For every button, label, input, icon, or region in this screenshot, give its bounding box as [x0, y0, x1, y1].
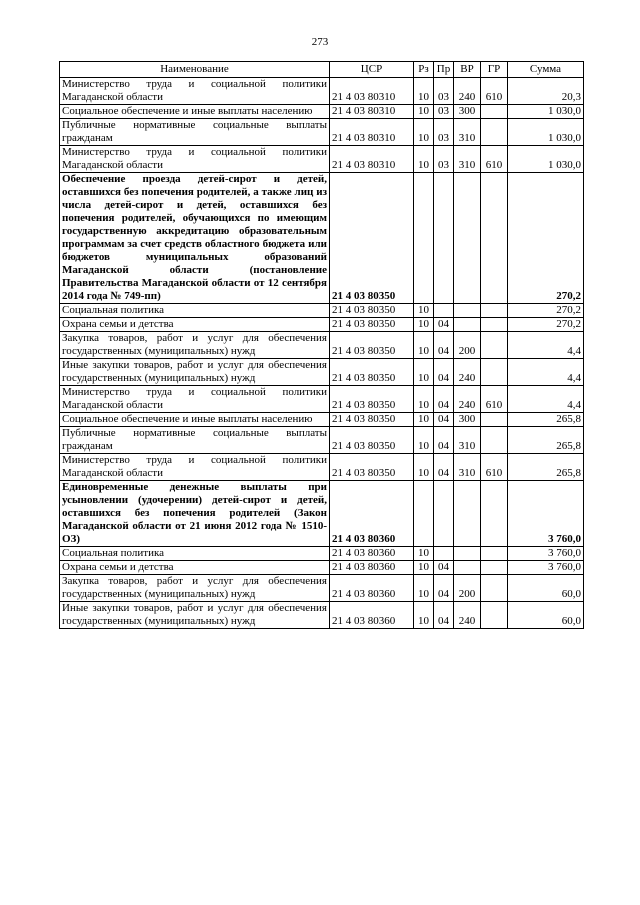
cell-gr: [481, 427, 508, 454]
cell-rz: [414, 481, 434, 547]
cell-gr: [481, 547, 508, 561]
cell-name: Социальная политика: [60, 304, 330, 318]
budget-table: [59, 61, 584, 629]
cell-gr: 610: [481, 78, 508, 105]
cell-pr: 04: [434, 332, 454, 359]
cell-name: Министерство труда и социальной политики Магаданской области: [60, 146, 330, 173]
cell-rz: 10: [414, 547, 434, 561]
cell-sum: 265,8: [508, 413, 584, 427]
cell-gr: [481, 413, 508, 427]
cell-pr: [434, 547, 454, 561]
cell-sum: 1 030,0: [508, 105, 584, 119]
cell-csr: 21 4 03 80350: [330, 332, 414, 359]
cell-pr: [434, 481, 454, 547]
cell-csr: 21 4 03 80310: [330, 119, 414, 146]
cell-vr: 310: [454, 427, 481, 454]
table-row: [60, 547, 584, 561]
table-row: [60, 304, 584, 318]
cell-pr: [434, 304, 454, 318]
table-row: [60, 481, 584, 547]
table-header-row: [60, 62, 584, 78]
cell-csr: 21 4 03 80350: [330, 454, 414, 481]
table-row: [60, 119, 584, 146]
cell-gr: [481, 173, 508, 304]
table-row: [60, 173, 584, 304]
cell-gr: [481, 602, 508, 629]
cell-vr: 200: [454, 575, 481, 602]
cell-sum: 270,2: [508, 304, 584, 318]
table-row: [60, 575, 584, 602]
cell-sum: 60,0: [508, 602, 584, 629]
cell-vr: 310: [454, 146, 481, 173]
cell-vr: 310: [454, 119, 481, 146]
table-row: [60, 386, 584, 413]
cell-gr: [481, 332, 508, 359]
cell-rz: 10: [414, 359, 434, 386]
cell-rz: 10: [414, 413, 434, 427]
cell-rz: 10: [414, 427, 434, 454]
cell-csr: 21 4 03 80310: [330, 146, 414, 173]
cell-sum: 270,2: [508, 173, 584, 304]
cell-vr: [454, 547, 481, 561]
cell-name: Социальное обеспечение и иные выплаты населению: [60, 413, 330, 427]
cell-pr: 04: [434, 318, 454, 332]
cell-name: Социальная политика: [60, 547, 330, 561]
cell-vr: 200: [454, 332, 481, 359]
cell-rz: 10: [414, 105, 434, 119]
cell-gr: [481, 105, 508, 119]
cell-rz: 10: [414, 386, 434, 413]
cell-name: Публичные нормативные социальные выплаты гражданам: [60, 427, 330, 454]
cell-pr: 04: [434, 359, 454, 386]
table-row: [60, 359, 584, 386]
cell-gr: [481, 575, 508, 602]
cell-pr: 04: [434, 454, 454, 481]
table-row: [60, 561, 584, 575]
cell-name: Охрана семьи и детства: [60, 561, 330, 575]
cell-name: Закупка товаров, работ и услуг для обеспечения государственных (муниципальных) нужд: [60, 575, 330, 602]
cell-name: Обеспечение проезда детей-сирот и детей, оставшихся без попечения родителей, а также лиц из числа детей-сирот и детей, оставшихся без попечения родителей, обучающихся по имеющим государственную аккредитацию образовательным программам за счет средств областного бюджета или бюджетов муниципальных образований Магаданской области (постановление Правительства Магаданской области от 12 сентября 2014 года № 749-пп): [60, 173, 330, 304]
cell-sum: 1 030,0: [508, 119, 584, 146]
cell-csr: 21 4 03 80350: [330, 359, 414, 386]
cell-vr: 240: [454, 602, 481, 629]
cell-pr: 03: [434, 146, 454, 173]
column-header-vr: ВР: [454, 62, 481, 78]
cell-rz: 10: [414, 332, 434, 359]
cell-vr: [454, 481, 481, 547]
cell-name: Охрана семьи и детства: [60, 318, 330, 332]
cell-rz: 10: [414, 318, 434, 332]
cell-gr: [481, 304, 508, 318]
cell-rz: 10: [414, 454, 434, 481]
table-row: [60, 427, 584, 454]
cell-name: Иные закупки товаров, работ и услуг для обеспечения государственных (муниципальных) нужд: [60, 359, 330, 386]
table-row: [60, 318, 584, 332]
column-header-csr: ЦСР: [330, 62, 414, 78]
cell-vr: 240: [454, 78, 481, 105]
cell-vr: [454, 561, 481, 575]
cell-vr: [454, 173, 481, 304]
cell-csr: 21 4 03 80360: [330, 602, 414, 629]
cell-csr: 21 4 03 80360: [330, 547, 414, 561]
cell-sum: 4,4: [508, 332, 584, 359]
cell-csr: 21 4 03 80310: [330, 78, 414, 105]
cell-rz: 10: [414, 146, 434, 173]
cell-name: Иные закупки товаров, работ и услуг для обеспечения государственных (муниципальных) нужд: [60, 602, 330, 629]
column-header-rz: Рз: [414, 62, 434, 78]
cell-csr: 21 4 03 80350: [330, 173, 414, 304]
page-number: 273: [311, 36, 329, 48]
table-row: [60, 78, 584, 105]
cell-name: Социальное обеспечение и иные выплаты населению: [60, 105, 330, 119]
cell-csr: 21 4 03 80350: [330, 427, 414, 454]
cell-pr: 03: [434, 105, 454, 119]
cell-gr: [481, 119, 508, 146]
cell-csr: 21 4 03 80360: [330, 575, 414, 602]
cell-pr: 04: [434, 575, 454, 602]
cell-pr: 03: [434, 119, 454, 146]
cell-csr: 21 4 03 80310: [330, 105, 414, 119]
cell-rz: 10: [414, 119, 434, 146]
cell-vr: [454, 304, 481, 318]
cell-sum: 60,0: [508, 575, 584, 602]
cell-name: Публичные нормативные социальные выплаты гражданам: [60, 119, 330, 146]
cell-gr: 610: [481, 454, 508, 481]
cell-name: Министерство труда и социальной политики Магаданской области: [60, 386, 330, 413]
cell-vr: 240: [454, 386, 481, 413]
cell-vr: 240: [454, 359, 481, 386]
cell-pr: 04: [434, 413, 454, 427]
cell-sum: 270,2: [508, 318, 584, 332]
cell-name: Единовременные денежные выплаты при усыновлении (удочерении) детей-сирот и детей, оставшихся без попечения родителей (Закон Магаданской области от 21 июня 2012 года № 1510-ОЗ): [60, 481, 330, 547]
table-row: [60, 602, 584, 629]
cell-name: Министерство труда и социальной политики Магаданской области: [60, 454, 330, 481]
cell-csr: 21 4 03 80350: [330, 413, 414, 427]
cell-rz: 10: [414, 304, 434, 318]
table-row: [60, 413, 584, 427]
column-header-pr: Пр: [434, 62, 454, 78]
table-row: [60, 332, 584, 359]
cell-sum: 3 760,0: [508, 547, 584, 561]
cell-sum: 20,3: [508, 78, 584, 105]
cell-vr: 310: [454, 454, 481, 481]
cell-sum: 265,8: [508, 427, 584, 454]
cell-gr: [481, 359, 508, 386]
cell-vr: [454, 318, 481, 332]
cell-name: Министерство труда и социальной политики Магаданской области: [60, 78, 330, 105]
column-header-gr: ГР: [481, 62, 508, 78]
table-body: [60, 78, 584, 629]
cell-pr: 04: [434, 386, 454, 413]
cell-rz: 10: [414, 561, 434, 575]
cell-sum: 3 760,0: [508, 561, 584, 575]
cell-pr: [434, 173, 454, 304]
cell-gr: 610: [481, 146, 508, 173]
cell-gr: [481, 561, 508, 575]
cell-vr: 300: [454, 105, 481, 119]
cell-gr: [481, 318, 508, 332]
cell-csr: 21 4 03 80360: [330, 561, 414, 575]
cell-sum: 3 760,0: [508, 481, 584, 547]
cell-vr: 300: [454, 413, 481, 427]
cell-pr: 04: [434, 427, 454, 454]
cell-csr: 21 4 03 80350: [330, 318, 414, 332]
cell-rz: 10: [414, 575, 434, 602]
column-header-sum: Сумма: [508, 62, 584, 78]
table-row: [60, 454, 584, 481]
cell-sum: 1 030,0: [508, 146, 584, 173]
cell-pr: 03: [434, 78, 454, 105]
cell-sum: 4,4: [508, 386, 584, 413]
cell-gr: [481, 481, 508, 547]
cell-rz: [414, 173, 434, 304]
cell-sum: 4,4: [508, 359, 584, 386]
cell-csr: 21 4 03 80350: [330, 386, 414, 413]
table-row: [60, 146, 584, 173]
table-row: [60, 105, 584, 119]
cell-name: Закупка товаров, работ и услуг для обеспечения государственных (муниципальных) нужд: [60, 332, 330, 359]
cell-csr: 21 4 03 80360: [330, 481, 414, 547]
cell-rz: 10: [414, 78, 434, 105]
cell-sum: 265,8: [508, 454, 584, 481]
cell-gr: 610: [481, 386, 508, 413]
cell-pr: 04: [434, 561, 454, 575]
cell-pr: 04: [434, 602, 454, 629]
column-header-name: Наименование: [60, 62, 330, 78]
cell-csr: 21 4 03 80350: [330, 304, 414, 318]
cell-rz: 10: [414, 602, 434, 629]
